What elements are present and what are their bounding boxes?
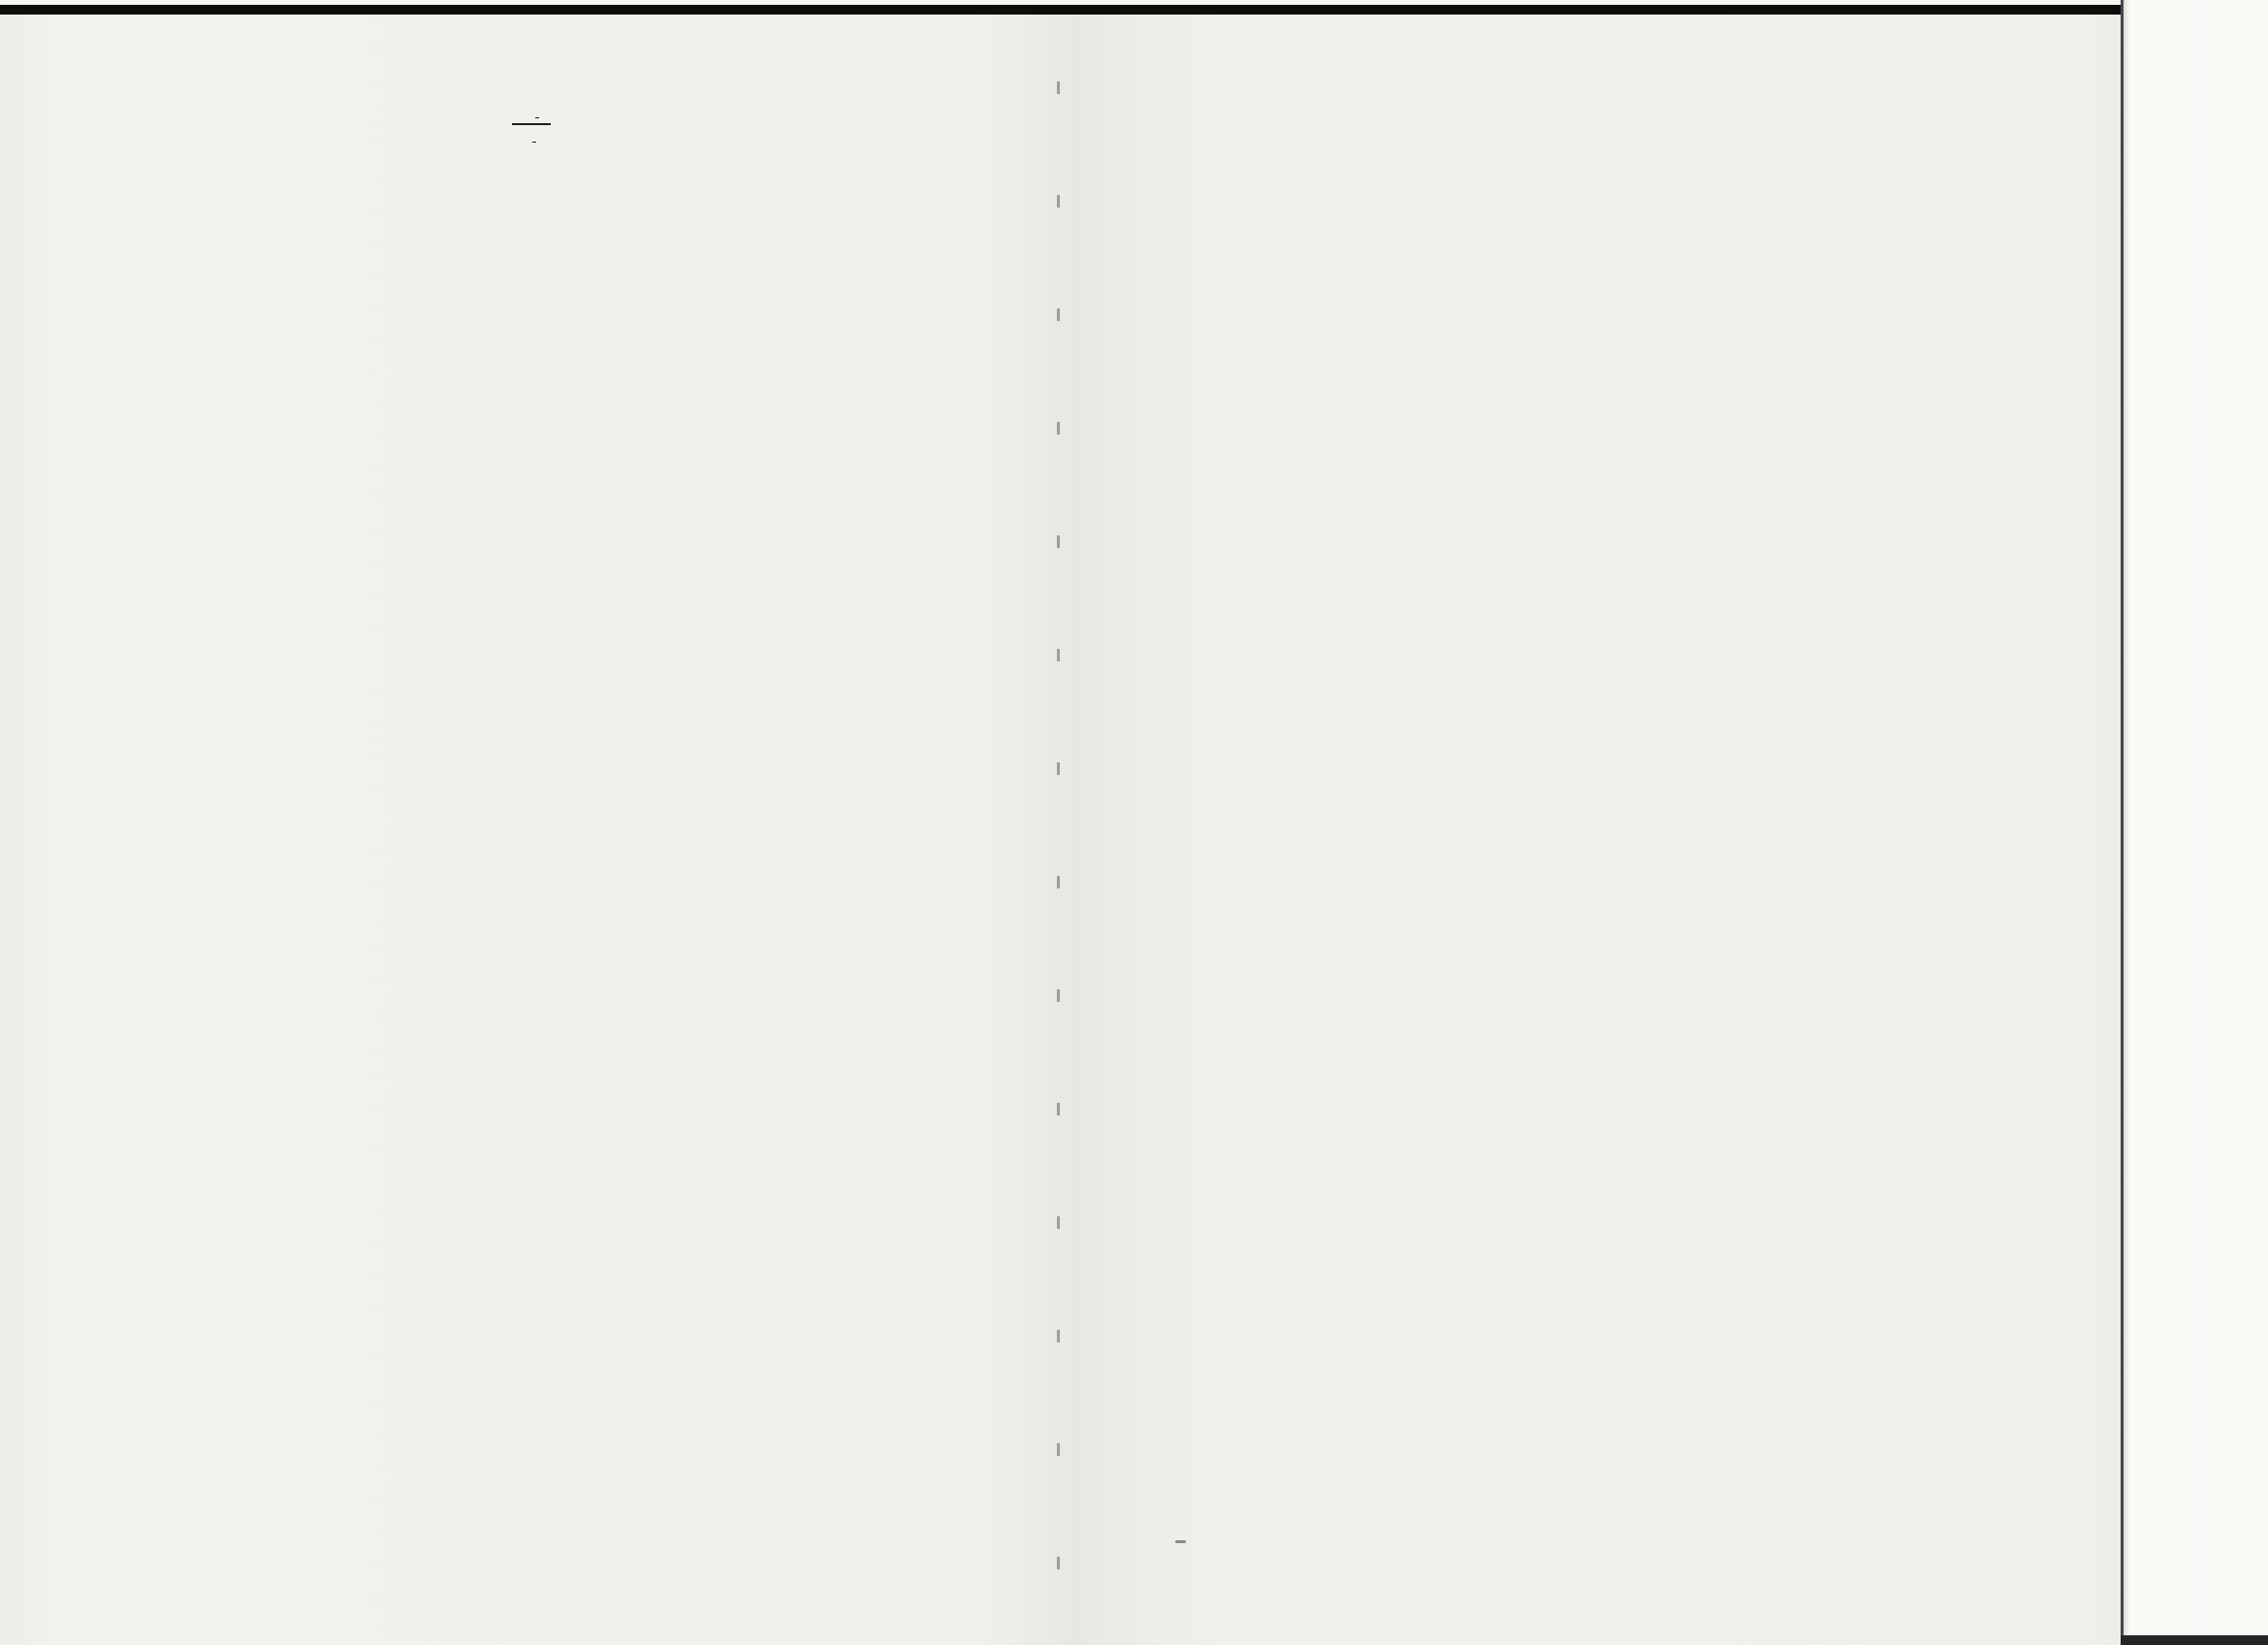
page-edge-strip	[2121, 0, 2268, 1645]
scan-bottom-edge-bar	[2121, 1635, 2268, 1645]
sum-term-fraction	[535, 117, 539, 118]
formula-f-delta	[68, 142, 987, 143]
sum-term-numerator	[535, 117, 539, 118]
fraction-bar	[512, 123, 551, 125]
binding-stitch-marks	[1057, 81, 1060, 1587]
formula-j-of-z	[68, 116, 987, 130]
scan-top-edge-bar	[0, 5, 2121, 15]
page-710	[68, 93, 987, 150]
scan-artifact	[1175, 1540, 1186, 1543]
page-711	[1179, 93, 2098, 128]
formula-fd-row	[515, 142, 540, 143]
formula-jz-fraction	[512, 116, 551, 130]
argument-fraction	[532, 142, 536, 143]
formula-jz-numerator	[512, 116, 551, 118]
argument-numerator	[532, 142, 536, 143]
page-710-body	[68, 116, 987, 143]
